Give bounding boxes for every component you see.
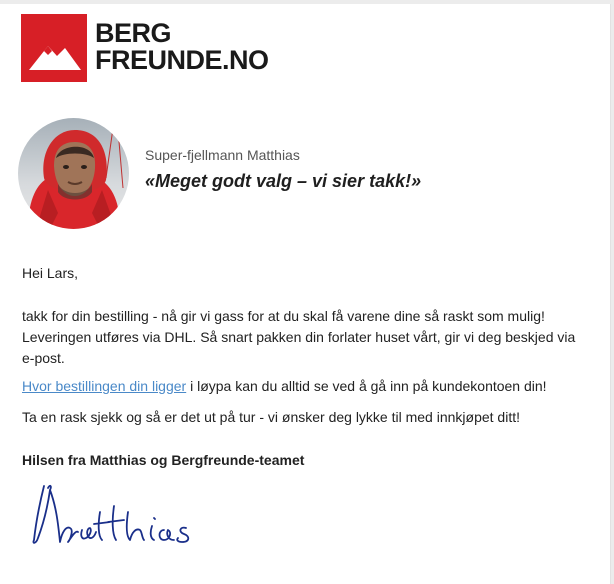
email-body xyxy=(0,4,611,584)
mountain-logo-icon xyxy=(21,14,87,82)
thanks-line-3: e-post. xyxy=(22,350,65,366)
thanks-line-1: takk for din bestilling - nå gir vi gass for at du skal få varene dine så raskt som mulig! xyxy=(22,308,545,324)
closing-line: Hilsen fra Matthias og Bergfreunde-teamet xyxy=(22,452,305,468)
order-status-link[interactable]: Hvor bestillingen din ligger xyxy=(22,378,187,394)
logo-line-1: BERG xyxy=(95,18,172,48)
logo-line-2: FREUNDE.NO xyxy=(95,45,269,75)
signer-name: Super-fjellmann Matthias xyxy=(145,147,300,163)
header-quote: «Meget godt valg – vi sier takk!» xyxy=(145,171,422,191)
logo-wordmark xyxy=(95,20,269,74)
avatar xyxy=(18,118,129,229)
paragraph-check: Ta en rask sjekk og så er det ut på tur - vi ønsker deg lykke til med innkjøpet ditt! xyxy=(22,409,520,425)
paragraph-order-status xyxy=(22,376,602,397)
greeting: Hei Lars, xyxy=(22,265,79,281)
paragraph-thanks xyxy=(22,306,602,369)
bergfreunde-logo[interactable] xyxy=(21,14,269,84)
thanks-line-2: Leveringen utføres via DHL. Så snart pakken din forlater huset vårt, gir vi deg beskjed via xyxy=(22,329,576,345)
order-status-text: i løypa kan du alltid se ved å gå inn på kundekontoen din! xyxy=(186,378,547,394)
handwritten-signature-icon xyxy=(30,482,200,557)
